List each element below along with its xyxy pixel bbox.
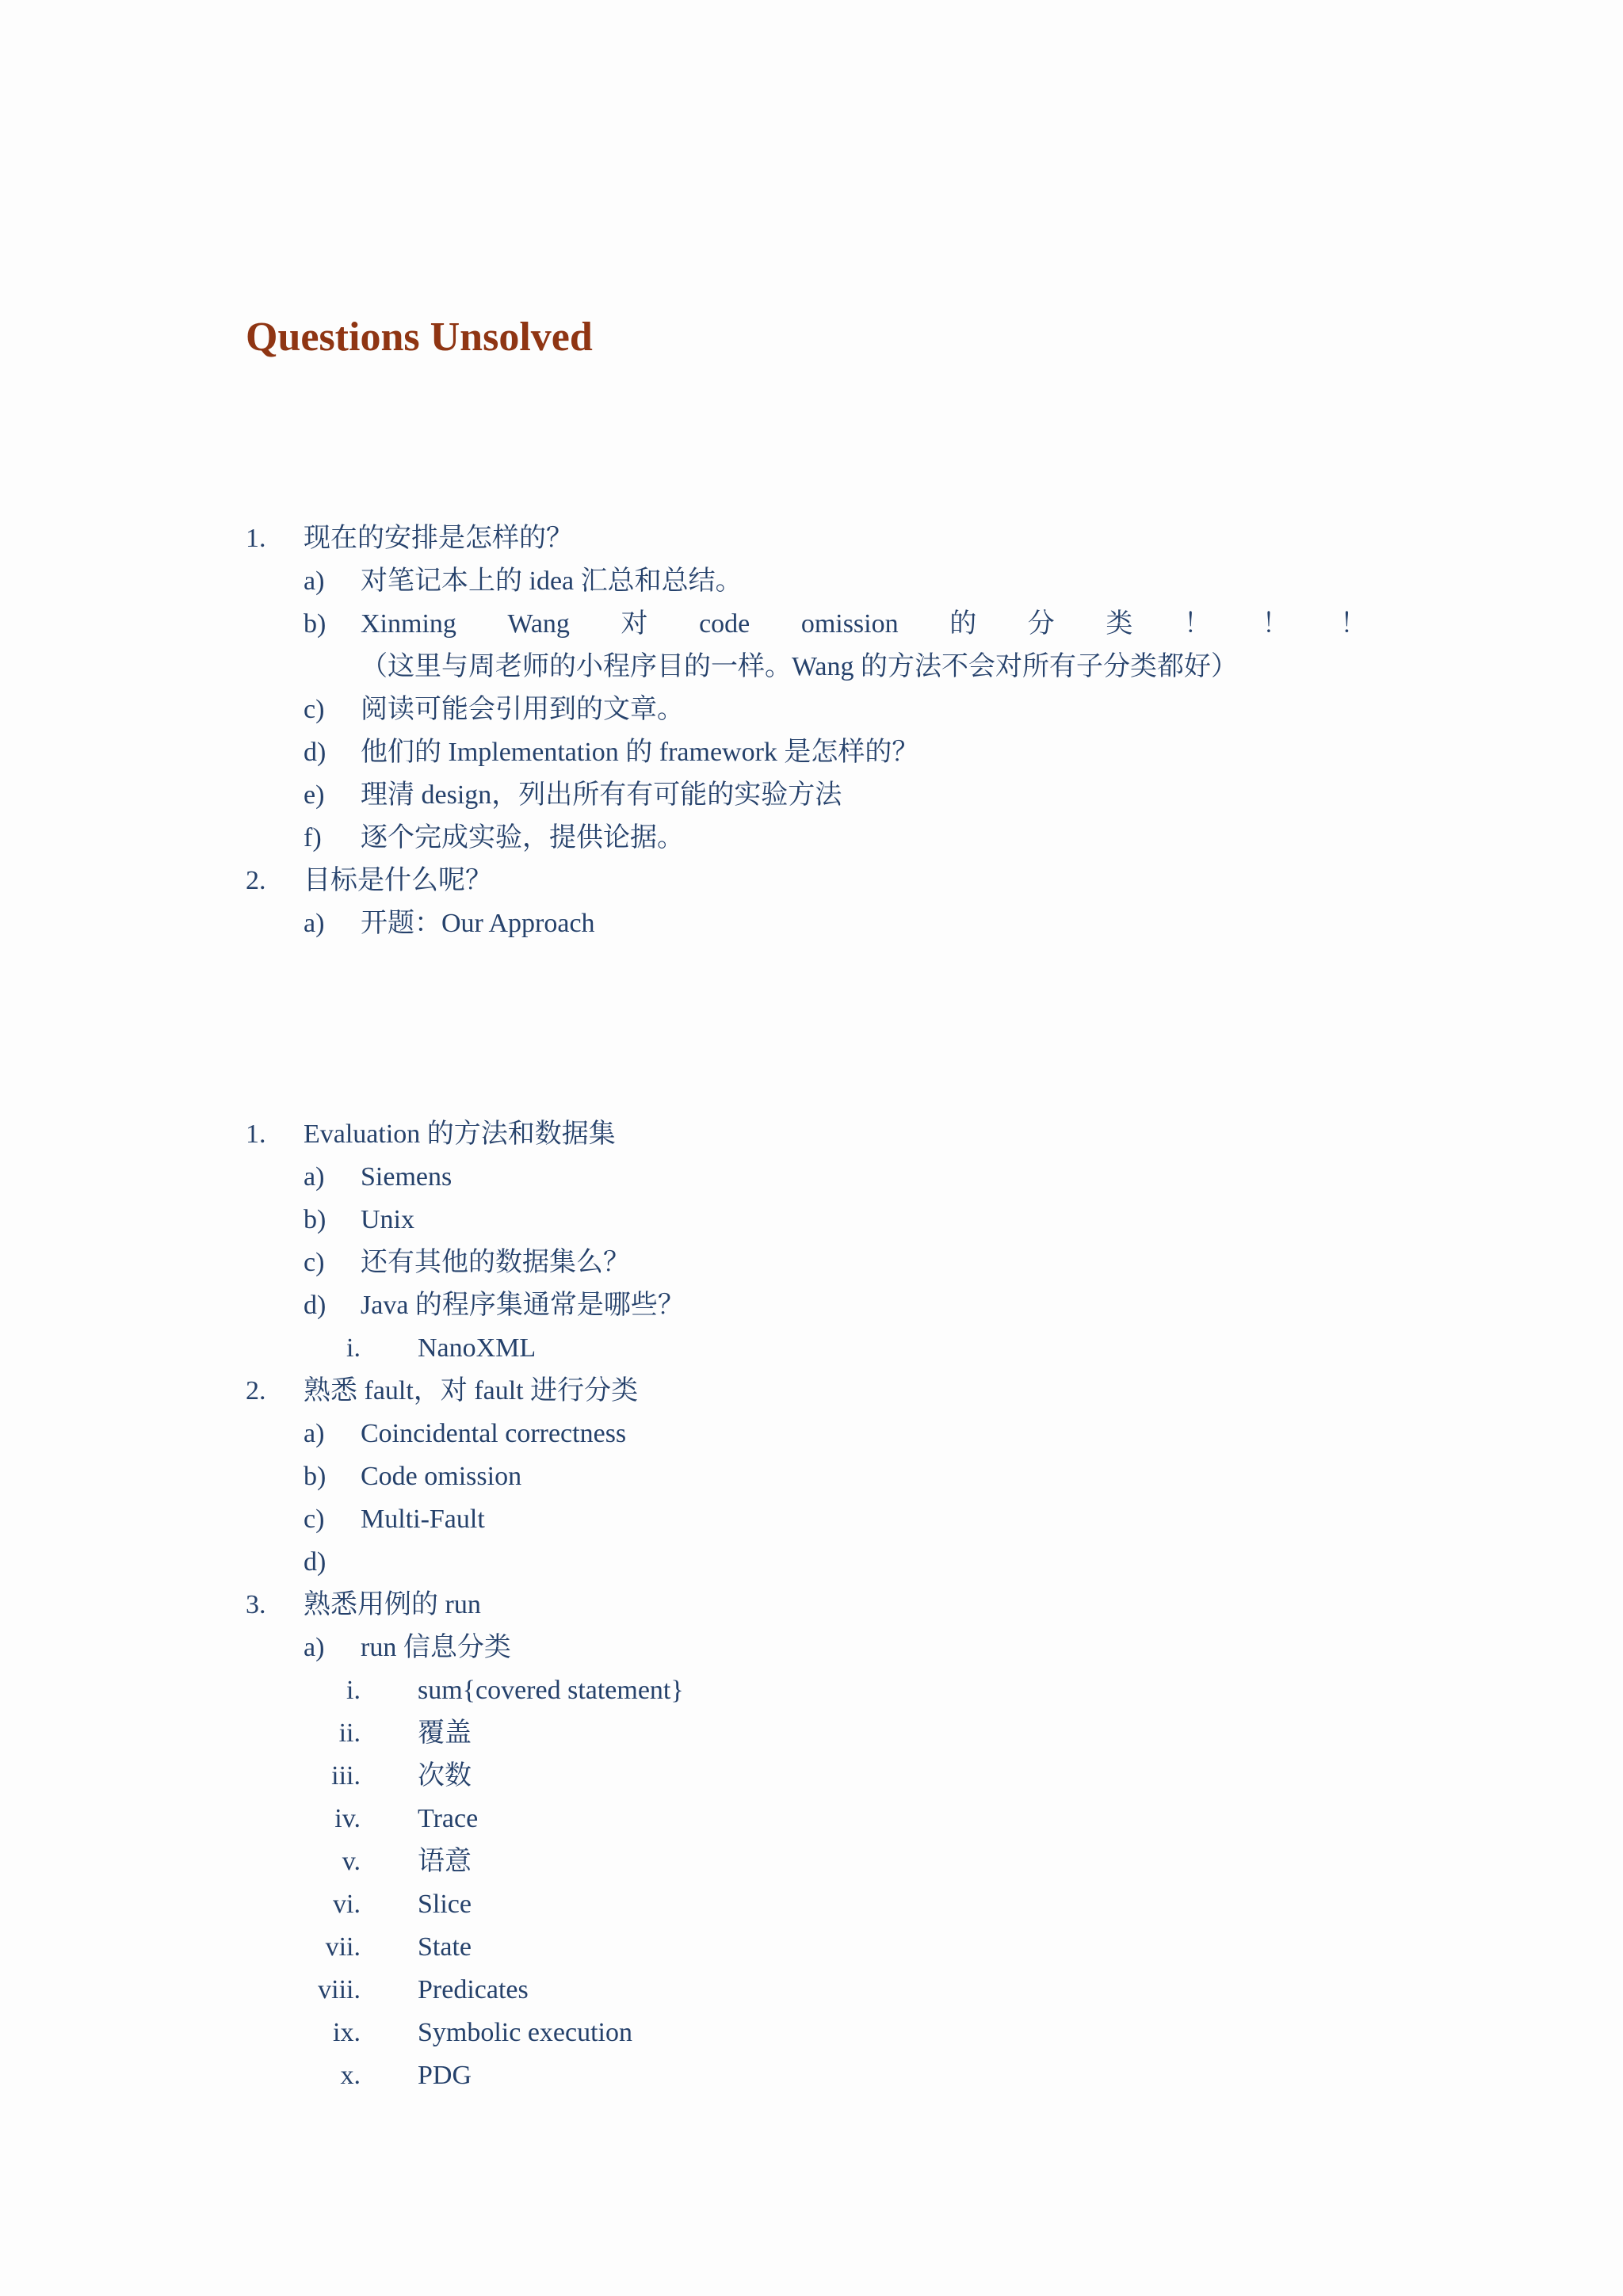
list-item-text: 熟悉用例的 run [304,1590,481,1619]
list-marker: 2. [246,1376,266,1405]
list-marker: vii. [325,1932,361,1962]
justified-line [361,608,1367,640]
list-marker: c) [304,1248,325,1277]
list-marker: vi. [333,1890,361,1919]
list-marker: iii. [331,1761,361,1791]
list-item-text: run 信息分类 [361,1633,511,1662]
list-marker: a) [304,1419,325,1448]
list-item-text: Unix [361,1205,414,1234]
list-marker: i. [346,1333,361,1363]
list-item-text: 逐个完成实验，提供论据。 [361,823,684,852]
word: 分 [1027,609,1055,639]
word: ！ [1183,609,1211,639]
list-item-text: 对笔记本上的 idea 汇总和总结。 [361,566,743,596]
word: 类 [1106,609,1133,639]
list-item-text: 覆盖 [418,1718,472,1748]
list-marker: a) [304,566,325,596]
list-item-text: 熟悉 fault，对 fault 进行分类 [304,1376,639,1405]
list-item-text: 现在的安排是怎样的？ [304,524,573,553]
list-item-text: Trace [418,1804,479,1833]
list-marker: 3. [246,1590,266,1619]
list-item-text: Multi-Fault [361,1505,485,1534]
list-marker: 2. [246,866,266,895]
list-item-text: Slice [418,1890,472,1919]
word: ！ [1262,609,1289,639]
list-marker: a) [304,1633,325,1662]
list-item-text: Coincidental correctness [361,1419,627,1448]
list-item-text: Java 的程序集通常是哪些？ [361,1291,685,1320]
list-item-text: 理清 design，列出所有有可能的实验方法 [361,780,842,810]
list-item-text: 语意 [418,1847,472,1876]
list-item-text: （这里与周老师的小程序目的一样。Wang 的方法不会对所有子分类都好） [361,652,1238,681]
list-marker: e) [304,780,325,810]
page-title: Questions Unsolved [246,315,593,360]
list-marker: iv. [334,1804,361,1833]
word: 的 [949,609,977,639]
list-item-text: 目标是什么呢？ [304,866,492,895]
list-marker: a) [304,1162,325,1192]
list-marker: f) [304,823,322,852]
list-marker: ii. [338,1718,361,1748]
list-item-text: 开题：Our Approach [361,909,595,938]
list-marker: i. [346,1676,361,1705]
list-item-text: Code omission [361,1462,522,1491]
word: 对 [621,609,648,639]
list-item-text: NanoXML [418,1333,537,1363]
list-marker: d) [304,738,327,767]
list-marker: b) [304,609,327,639]
word: omission [800,609,899,639]
list-marker: b) [304,1462,327,1491]
word: ！ [1340,609,1367,639]
list-marker: ix. [333,2018,361,2047]
list-item-text: 次数 [418,1761,472,1791]
list-marker: 1. [246,1119,266,1149]
list-marker: c) [304,1505,325,1534]
list-marker: x. [340,2061,361,2090]
list-marker: d) [304,1291,327,1320]
list-item-text: 他们的 Implementation 的 framework 是怎样的？ [361,738,919,767]
list-marker: c) [304,695,325,724]
list-item-text: 阅读可能会引用到的文章。 [361,695,684,724]
list-item-text: Evaluation 的方法和数据集 [304,1119,616,1149]
word: Xinming [361,609,456,639]
word: code [699,609,750,639]
list-item-text: 还有其他的数据集么？ [361,1248,630,1277]
list-item-text: State [418,1932,472,1962]
list-item-text: Siemens [361,1162,453,1192]
list-marker: b) [304,1205,327,1234]
list-item-text: sum{covered statement} [418,1676,684,1705]
list-item-text: PDG [418,2061,472,2090]
word: Wang [507,609,570,639]
list-marker: v. [342,1847,361,1876]
list-marker: viii. [318,1975,361,2004]
list-marker: a) [304,909,325,938]
list-marker: 1. [246,524,266,553]
list-item-text: Symbolic execution [418,2018,633,2047]
list-item-text: Predicates [418,1975,529,2004]
list-marker: d) [304,1547,327,1577]
